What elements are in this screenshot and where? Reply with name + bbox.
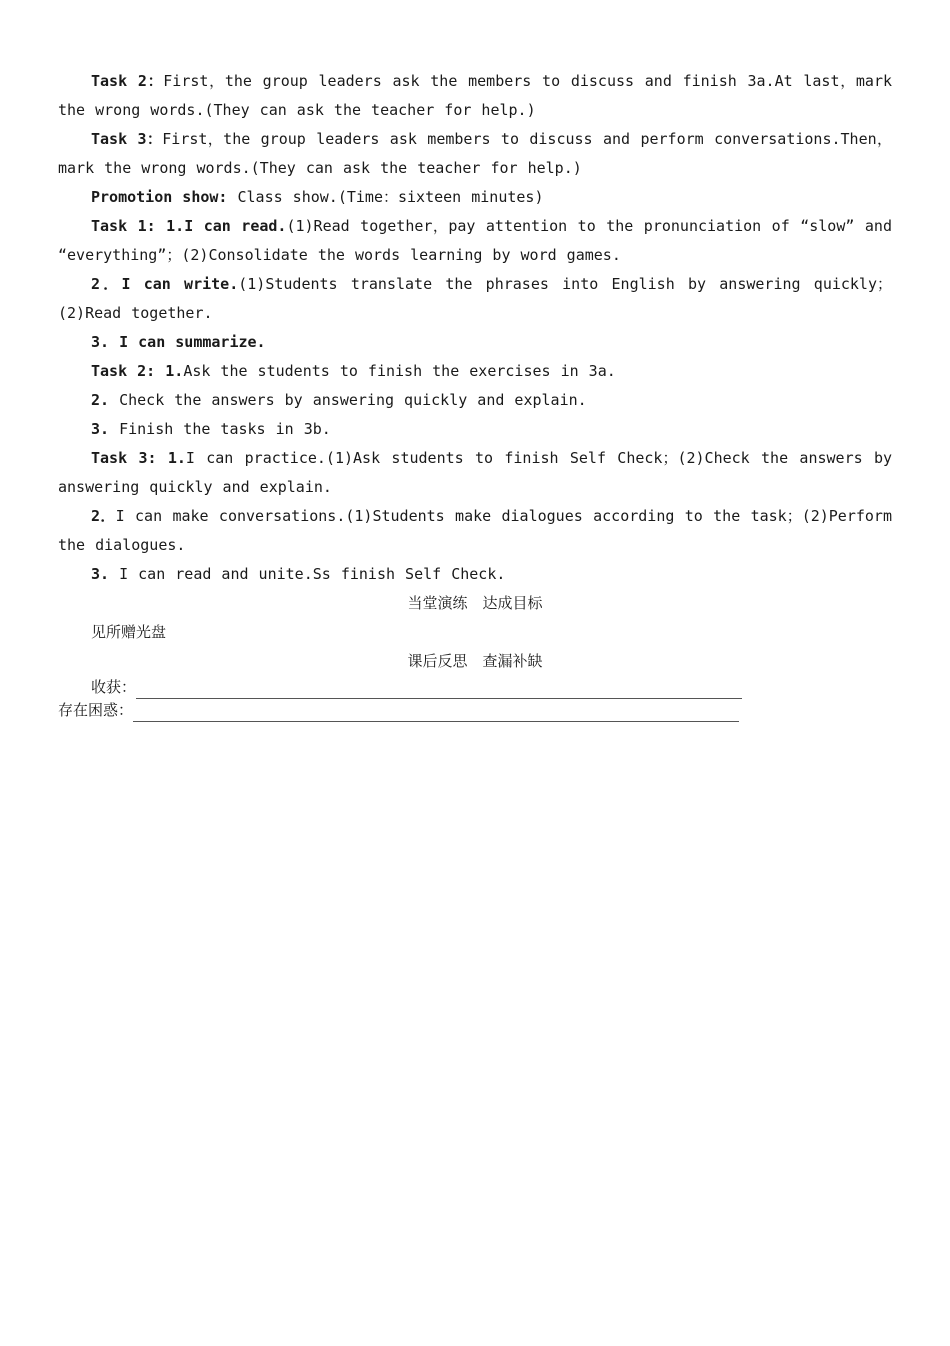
step-number: 3. [91,565,110,583]
paragraph-task2-step1 [58,357,892,386]
paragraph-i-can-write [58,270,892,328]
step-number: 2． [91,507,116,525]
paragraph-task3 [58,125,892,183]
section-text: Class show.(Time：sixteen minutes) [227,188,544,206]
task-label: 2．I can write. [91,275,239,293]
task-label: Task 3： [91,130,163,148]
gain-label: 收获： [91,678,137,696]
step-number: 2. [91,391,110,409]
task-text: I can practice.(1)Ask students to finish Self Check；(2)Check the answers by answering quickly and explain. [58,449,893,496]
gain-blank-line [136,682,742,699]
task-text: (1)Read together，pay attention to the pronunciation of “slow” and “everything”；(2)Consolidate the words learning by word games. [58,217,892,264]
paragraph-task3-step3 [58,560,892,589]
task-label: 3. I can summarize. [91,333,266,351]
document-body [58,67,892,722]
task-text: I can read and unite.Ss finish Self Check. [109,565,506,583]
task-label: Task 1: 1.I can read. [91,217,287,235]
paragraph-promotion-show [58,183,892,212]
paragraph-task2-step2 [58,386,892,415]
section-heading-practice: 当堂演练 达成目标 [407,594,543,612]
paragraph-task2 [58,67,892,125]
task-text: Finish the tasks in 3b. [109,420,331,438]
reflection-doubt-line [58,699,892,722]
paragraph-task3-step1 [58,444,892,502]
section-heading-reflection: 课后反思 查漏补缺 [407,652,543,670]
task-text: Check the answers by answering quickly and explain. [109,391,587,409]
reflection-gain-line [58,676,892,699]
task-text: (1)Students translate the phrases into English by answering quickly；(2)Read together. [58,275,892,322]
doubt-label: 存在困惑： [58,701,134,719]
task-text: I can make conversations.(1)Students make dialogues according to the task；(2)Perform the dialogues. [58,507,892,554]
doubt-blank-line [133,705,739,722]
task-label: Task 2: 1. [91,362,184,380]
paragraph-i-can-summarize [58,328,892,357]
task-text: First，the group leaders ask members to discuss and perform conversations.Then，mark the wrong words.(They can ask the teacher for help.) [58,130,892,177]
task-label: Task 3: 1. [91,449,186,467]
task-text: Ask the students to finish the exercises in 3a. [183,362,616,380]
task-text: First，the group leaders ask the members to discuss and finish 3a.At last，mark the wrong words.(They can ask the teacher for help.) [58,72,893,119]
practice-note: 见所赠光盘 [91,623,167,641]
section-label: Promotion show: [91,188,228,206]
paragraph-i-can-read [58,212,892,270]
paragraph-task2-step3 [58,415,892,444]
step-number: 3. [91,420,110,438]
task-label: Task 2： [91,72,164,90]
paragraph-task3-step2 [58,502,892,560]
